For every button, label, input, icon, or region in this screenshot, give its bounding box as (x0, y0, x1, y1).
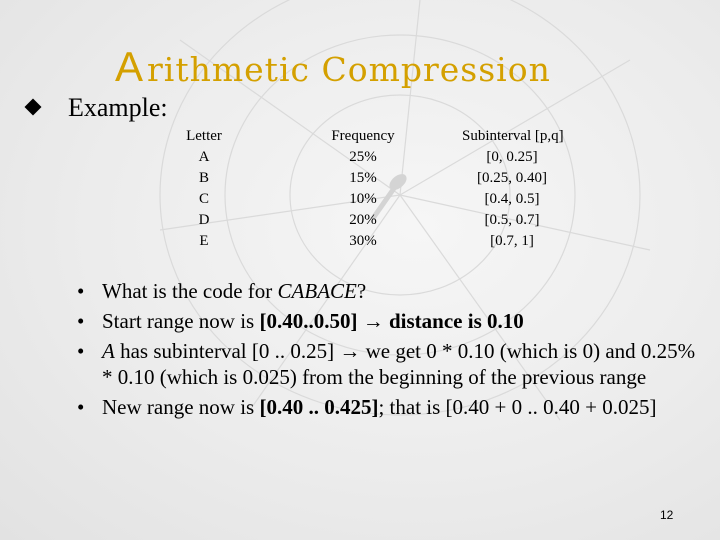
frequency-header: Frequency (331, 128, 395, 144)
letter-cell: D (198, 212, 210, 228)
bullet-item (77, 394, 697, 420)
letter-column (172, 126, 236, 252)
subinterval-column (462, 126, 562, 252)
bullet-text: we get 0 * 0.10 (which is 0) and 0.25% * 0.10 (which is 0.025) from the beginning of the previous range (102, 339, 696, 389)
example-label: Example: (68, 93, 168, 122)
bullet-text: has subinterval [0 .. 0.25] (114, 339, 340, 363)
frequency-cell: 15% (349, 170, 377, 186)
title-initial: A (115, 43, 144, 90)
frequency-cell: 20% (349, 212, 377, 228)
subinterval-cell: [0.5, 0.7] (484, 212, 540, 228)
slide-title (115, 42, 551, 92)
arrow-icon: → (339, 339, 361, 363)
bullet-text: New range now is (102, 395, 260, 419)
bullet-item (77, 278, 697, 304)
bullet-result: distance is 0.10 (388, 309, 524, 333)
subinterval-cell: [0, 0.25] (486, 149, 538, 165)
letter-header: Letter (186, 128, 222, 144)
letter-cell: B (198, 170, 209, 186)
bullet-text: Start range now is (102, 309, 260, 333)
bullet-text: ; that is [0.40 + 0 .. 0.40 + 0.025] (378, 395, 657, 419)
bullet-item (77, 308, 697, 334)
frequency-cell: 10% (349, 191, 377, 207)
subinterval-cell: [0.7, 1] (490, 233, 534, 249)
bullet-range: [0.40 .. 0.425] (259, 395, 379, 419)
letter-cell: A (198, 149, 210, 165)
bullet-text: ? (356, 279, 367, 303)
frequency-column (318, 126, 408, 252)
page-number: 12 (660, 508, 674, 522)
subinterval-header: Subinterval [p,q] (462, 128, 564, 144)
frequency-cell: 25% (349, 149, 377, 165)
bullet-letter: A (102, 339, 115, 363)
frequency-cell: 30% (349, 233, 377, 249)
subinterval-cell: [0.4, 0.5] (484, 191, 540, 207)
letter-cell: E (199, 233, 209, 249)
arrow-icon: → (362, 309, 384, 333)
letter-cell: C (198, 191, 209, 207)
subinterval-cell: [0.25, 0.40] (477, 170, 547, 186)
bullet-list (77, 278, 697, 424)
title-text: rithmetic Compression (147, 50, 551, 89)
bullet-item (77, 338, 697, 390)
bullet-text: What is the code for (102, 279, 278, 303)
bullet-range: [0.40..0.50] (259, 309, 358, 333)
bullet-emphasis: CABACE (277, 279, 357, 303)
